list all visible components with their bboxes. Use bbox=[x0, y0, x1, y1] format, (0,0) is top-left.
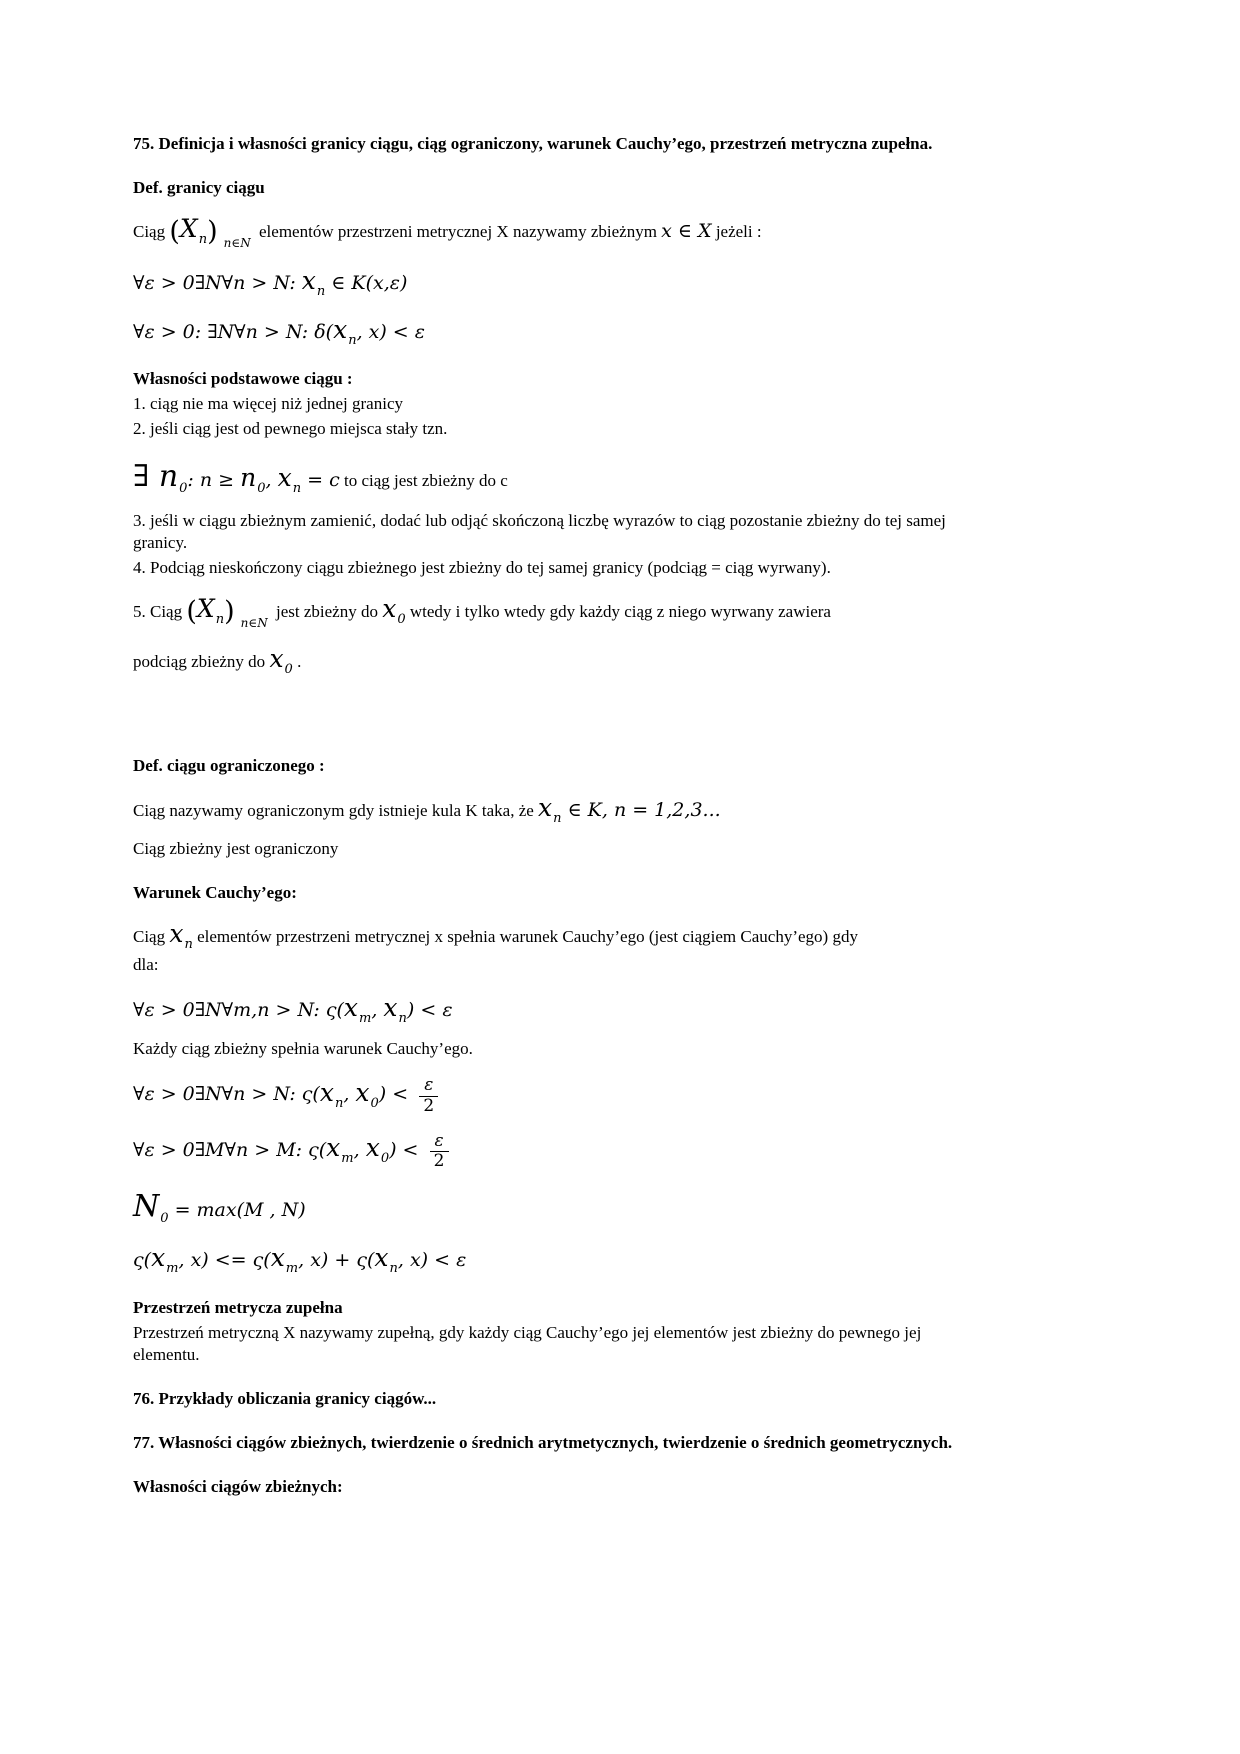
heading bbox=[133, 1476, 973, 1498]
variable-subscript: n bbox=[184, 937, 193, 953]
paren: ) bbox=[224, 595, 235, 627]
variable bbox=[269, 643, 292, 676]
variable-letter: x bbox=[365, 1132, 380, 1162]
variable-letter: X bbox=[196, 593, 215, 623]
formula bbox=[133, 1187, 973, 1226]
formula bbox=[133, 1076, 973, 1115]
math-run: , x) < ε bbox=[397, 1249, 467, 1272]
math-run: ∀ε > 0∃N∀n > N: bbox=[133, 272, 302, 295]
heading bbox=[133, 1432, 973, 1454]
fraction-denominator: 2 bbox=[433, 1151, 445, 1172]
math-run: = c bbox=[301, 468, 340, 491]
heading bbox=[133, 882, 973, 904]
fraction-numerator: ε bbox=[419, 1076, 438, 1097]
text-run: Ciąg bbox=[133, 927, 170, 947]
variable bbox=[538, 792, 561, 825]
variable-subscript: m bbox=[166, 1261, 179, 1277]
variable-subscript: n bbox=[292, 480, 302, 496]
formula bbox=[133, 992, 973, 1025]
paragraph bbox=[133, 954, 973, 976]
paragraph bbox=[133, 213, 973, 249]
variable bbox=[374, 1242, 397, 1275]
variable-subscript: n bbox=[348, 332, 357, 348]
heading bbox=[133, 755, 973, 777]
text-run: Def. granicy ciągu bbox=[133, 178, 265, 198]
variable-subscript: 0 bbox=[370, 1095, 379, 1111]
paragraph bbox=[133, 838, 973, 860]
formula bbox=[133, 1132, 973, 1171]
variable bbox=[302, 265, 325, 298]
math-run: ) < ε bbox=[406, 998, 453, 1021]
text-run: Ciąg bbox=[133, 222, 170, 242]
subscript: n∈N bbox=[240, 615, 268, 630]
variable-letter: x bbox=[374, 1243, 389, 1273]
paragraph bbox=[133, 1322, 973, 1366]
paren: ( bbox=[186, 595, 197, 627]
variable bbox=[180, 213, 207, 246]
fraction-denominator: 2 bbox=[423, 1096, 435, 1117]
variable bbox=[278, 462, 301, 495]
fraction-numerator: ε bbox=[430, 1132, 449, 1153]
text-run: 2. jeśli ciąg jest od pewnego miejsca stały tzn. bbox=[133, 419, 448, 439]
variable-letter: x bbox=[270, 1243, 285, 1273]
variable-letter: x bbox=[355, 1077, 370, 1107]
variable-subscript: 0 bbox=[380, 1150, 390, 1166]
heading bbox=[133, 133, 973, 155]
variable bbox=[344, 992, 371, 1025]
variable bbox=[320, 1077, 343, 1110]
text-run: Każdy ciąg zbieżny spełnia warunek Cauchy’ego. bbox=[133, 1039, 473, 1059]
variable-subscript: n bbox=[316, 284, 326, 300]
variable bbox=[366, 1132, 389, 1165]
variable-letter: x bbox=[301, 266, 316, 296]
variable-letter: x bbox=[538, 792, 553, 822]
paragraph bbox=[133, 918, 973, 951]
math-run: , x) + ς( bbox=[298, 1249, 375, 1272]
math-run: ∀ε > 0: ∃N∀n > N: δ( bbox=[133, 320, 334, 343]
variable-subscript: m bbox=[359, 1010, 372, 1026]
variable-subscript: 0 bbox=[179, 480, 188, 496]
formula bbox=[133, 1242, 973, 1275]
text-run: jest zbieżny do bbox=[271, 601, 383, 621]
text-run: Przestrzeń metrycza zupełna bbox=[133, 1297, 343, 1317]
text-run: podciąg zbieżny do bbox=[133, 651, 270, 671]
variable-letter: n bbox=[240, 462, 257, 492]
text-run: Warunek Cauchy’ego: bbox=[133, 883, 297, 903]
paragraph bbox=[133, 557, 973, 579]
variable-subscript: m bbox=[341, 1150, 354, 1166]
variable-subscript: n bbox=[215, 611, 225, 627]
paragraph bbox=[133, 510, 973, 554]
math-run: : n ≥ bbox=[187, 468, 241, 491]
math-run: , bbox=[343, 1083, 356, 1106]
variable-subscript: n bbox=[334, 1095, 344, 1111]
variable-letter: x bbox=[169, 919, 184, 949]
math-run: = max(M , N) bbox=[168, 1199, 306, 1222]
text-run: 3. jeśli w ciągu zbieżnym zamienić, dodać lub odjąć skończoną liczbę wyrazów to ciąg pozostanie zbieżny do tej samej granicy. bbox=[133, 510, 946, 552]
math-run: ∈ K(x,ε) bbox=[325, 272, 408, 295]
heading bbox=[133, 1388, 973, 1410]
variable-letter: X bbox=[179, 214, 198, 244]
heading bbox=[133, 1297, 973, 1319]
text-run: 76. Przykłady obliczania granicy ciągów... bbox=[133, 1388, 437, 1408]
variable bbox=[133, 1187, 169, 1226]
variable bbox=[240, 462, 265, 495]
variable-letter: x bbox=[151, 1243, 166, 1273]
variable-letter: x bbox=[333, 314, 348, 344]
math-run: , bbox=[353, 1138, 366, 1161]
text-run: Przestrzeń metryczną X nazywamy zupełną, gdy każdy ciąg Cauchy’ego jej elementów jest zbieżny do pewnego jej elementu. bbox=[133, 1322, 922, 1364]
math-run: , x) < ε bbox=[356, 320, 425, 343]
variable bbox=[271, 1242, 298, 1275]
variable bbox=[333, 314, 356, 347]
variable-letter: x bbox=[277, 462, 292, 492]
math-run: x ∈ X bbox=[661, 220, 712, 243]
text-run: Własności ciągów zbieżnych: bbox=[133, 1477, 343, 1497]
variable-subscript: n bbox=[198, 232, 208, 248]
variable-subscript: 0 bbox=[397, 611, 406, 627]
math-run: ∈ K, n = 1,2,3... bbox=[561, 798, 721, 821]
fraction bbox=[430, 1132, 449, 1171]
text-run: 1. ciąg nie ma więcej niż jednej granicy bbox=[133, 394, 403, 414]
variable-subscript: n bbox=[389, 1261, 398, 1277]
variable-letter: N bbox=[133, 1189, 160, 1225]
paren: ( bbox=[169, 216, 180, 248]
math-symbol: ∃ bbox=[133, 458, 159, 494]
variable-letter: x bbox=[319, 1077, 334, 1107]
variable-letter: x bbox=[343, 992, 358, 1022]
text-run: 75. Definicja i własności granicy ciągu, ciąg ograniczony, warunek Cauchy’ego, przestrzeń metryczna zupełna. bbox=[133, 134, 933, 153]
math-run: ) < bbox=[378, 1083, 415, 1106]
text-run: 5. Ciąg bbox=[133, 601, 187, 621]
math-run: , bbox=[265, 468, 278, 491]
variable-letter: x bbox=[383, 992, 398, 1022]
paragraph bbox=[133, 393, 973, 415]
text-run: Def. ciągu ograniczonego : bbox=[133, 756, 325, 776]
variable-subscript: m bbox=[285, 1261, 299, 1277]
text-run: jeżeli : bbox=[711, 222, 762, 242]
variable bbox=[197, 593, 224, 626]
math-run: , bbox=[371, 998, 384, 1021]
document-content bbox=[133, 133, 973, 1498]
text-run: Ciąg zbieżny jest ograniczony bbox=[133, 839, 339, 859]
paragraph bbox=[133, 593, 973, 629]
formula bbox=[133, 265, 973, 298]
math-run: ς( bbox=[133, 1249, 152, 1272]
heading bbox=[133, 368, 973, 390]
math-run: ∀ε > 0∃N∀m,n > N: ς( bbox=[133, 998, 344, 1021]
math-run: , x) <= ς( bbox=[178, 1249, 271, 1272]
text-run: wtedy i tylko wtedy gdy każdy ciąg z niego wyrwany zawiera bbox=[405, 601, 831, 621]
text-run: dla: bbox=[133, 954, 159, 974]
math-run: ∀ε > 0∃M∀n > M: ς( bbox=[133, 1138, 327, 1161]
subscript: n∈N bbox=[223, 236, 251, 251]
variable-subscript: 0 bbox=[160, 1211, 169, 1227]
variable bbox=[326, 1132, 353, 1165]
formula bbox=[133, 457, 973, 496]
text-run: elementów przestrzeni metrycznej X nazywamy zbieżnym bbox=[254, 222, 662, 242]
paragraph bbox=[133, 1038, 973, 1060]
variable-subscript: n bbox=[553, 810, 562, 826]
variable bbox=[159, 457, 188, 496]
math-run: ) < bbox=[389, 1138, 425, 1161]
variable bbox=[383, 992, 406, 1025]
paren: ) bbox=[207, 216, 218, 248]
spacer bbox=[133, 675, 973, 733]
formula bbox=[133, 314, 973, 347]
variable-letter: x bbox=[269, 643, 284, 673]
variable bbox=[382, 593, 405, 626]
variable-subscript: n bbox=[398, 1010, 407, 1026]
variable bbox=[151, 1242, 178, 1275]
paragraph bbox=[133, 418, 973, 440]
text-run: Ciąg nazywamy ograniczonym gdy istnieje kula K taka, że bbox=[133, 800, 539, 820]
heading bbox=[133, 177, 973, 199]
variable bbox=[355, 1077, 378, 1110]
text-run: Własności podstawowe ciągu : bbox=[133, 369, 353, 389]
variable-letter: x bbox=[382, 593, 397, 623]
variable-subscript: 0 bbox=[257, 480, 266, 496]
fraction bbox=[419, 1076, 438, 1115]
variable bbox=[169, 918, 192, 951]
text-run: . bbox=[292, 651, 302, 671]
text-run: elementów przestrzeni metrycznej x spełnia warunek Cauchy’ego (jest ciągiem Cauchy’ego) gdy bbox=[192, 927, 858, 947]
variable-letter: x bbox=[326, 1132, 341, 1162]
text-run: 4. Podciąg nieskończony ciągu zbieżnego jest zbieżny do tej samej granicy (podciąg = ciąg wyrwany). bbox=[133, 557, 831, 577]
math-run: ∀ε > 0∃N∀n > N: ς( bbox=[133, 1083, 320, 1106]
paragraph bbox=[133, 792, 973, 825]
paragraph bbox=[133, 643, 973, 676]
variable-subscript: 0 bbox=[284, 661, 293, 677]
text-run: to ciąg jest zbieżny do c bbox=[339, 470, 508, 490]
text-run: 77. Własności ciągów zbieżnych, twierdzenie o średnich arytmetycznych, twierdzenie o średnich geometrycznych. bbox=[133, 1433, 953, 1453]
variable-letter: n bbox=[158, 458, 179, 494]
